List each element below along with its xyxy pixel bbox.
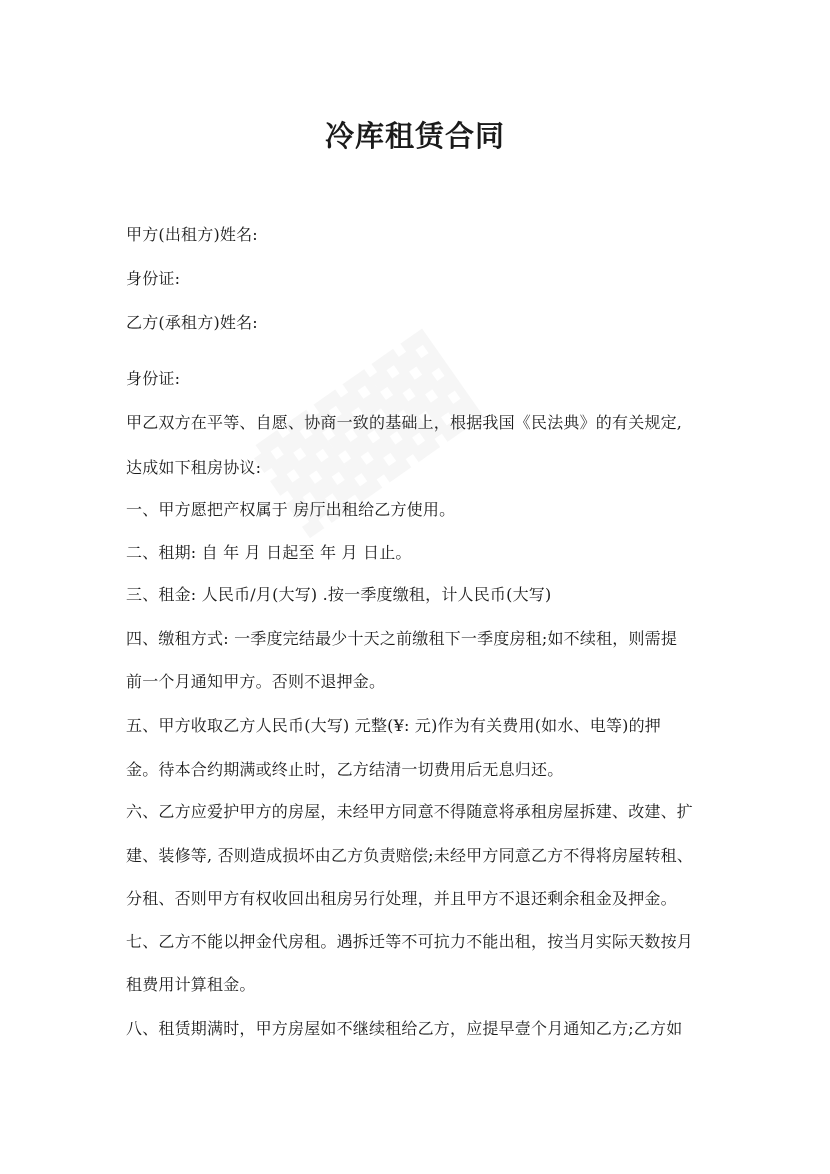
body-line: 五、甲方收取乙方人民币(大写) 元整(¥: 元)作为有关费用(如水、电等)的押 — [126, 716, 661, 735]
body-line: 一、甲方愿把产权属于 房厅出租给乙方使用。 — [126, 500, 456, 519]
body-line: 七、乙方不能以押金代房租。遇拆迁等不可抗力不能出租，按当月实际天数按月 — [126, 932, 694, 951]
body-line: 乙方(承租方)姓名: — [126, 313, 258, 332]
body-line: 甲乙双方在平等、自愿、协商一致的基础上，根据我国《民法典》的有关规定, — [126, 413, 683, 432]
body-line: 四、缴租方式: 一季度完结最少十天之前缴租下一季度房租;如不续租，则需提 — [126, 629, 678, 648]
body-line: 达成如下租房协议: — [126, 458, 262, 477]
body-line: 金。待本合约期满或终止时，乙方结清一切费用后无息归还。 — [126, 760, 564, 779]
body-line: 前一个月通知甲方。否则不退押金。 — [126, 672, 386, 691]
body-line: 八、租赁期满时，甲方房屋如不继续租给乙方，应提早壹个月通知乙方;乙方如 — [126, 1019, 683, 1038]
body-line: 三、租金: 人民币/月(大写) .按一季度缴租，计人民币(大写) — [126, 585, 552, 604]
body-line: 甲方(出租方)姓名: — [126, 225, 258, 244]
body-line: 身份证: — [126, 369, 181, 388]
document-title: 冷库租赁合同 — [324, 119, 505, 153]
body-line: 分租、否则甲方有权收回出租房另行处理，并且甲方不退还剩余租金及押金。 — [126, 889, 677, 908]
body-line: 身份证: — [126, 269, 181, 288]
body-line: 租费用计算租金。 — [126, 975, 256, 994]
body-line: 建、装修等, 否则造成损坏由乙方负责赔偿;未经甲方同意乙方不得将房屋转租、 — [126, 846, 693, 865]
body-line: 六、乙方应爱护甲方的房屋，未经甲方同意不得随意将承租房屋拆建、改建、扩 — [126, 802, 694, 821]
body-line: 二、租期: 自 年 月 日起至 年 月 日止。 — [126, 543, 412, 562]
